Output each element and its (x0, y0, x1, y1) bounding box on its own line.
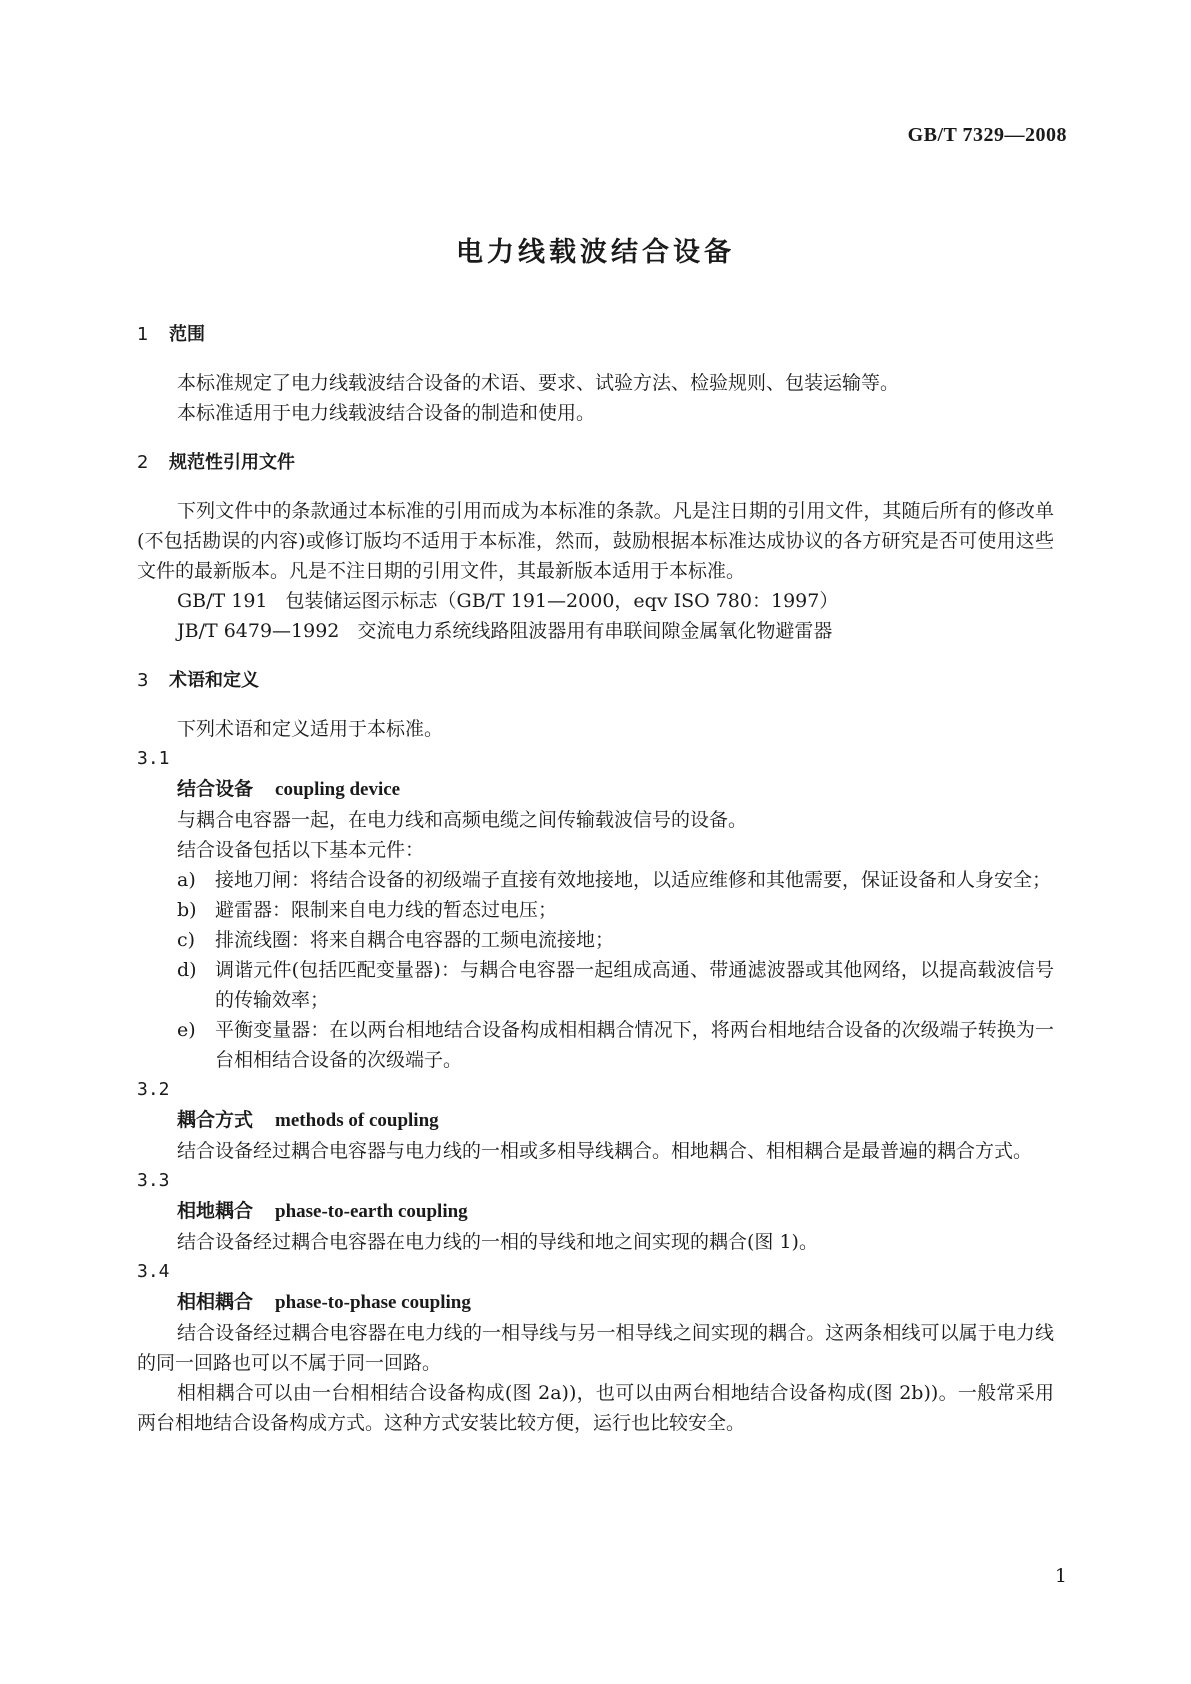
list-label: b) (177, 899, 197, 921)
list-text: 平衡变量器：在以两台相地结合设备构成相相耦合情况下，将两台相地结合设备的次级端子转换为一台相相结合设备的次级端子。 (215, 1019, 1054, 1071)
term-number: 3.2 (137, 1079, 170, 1100)
section-2-heading (137, 448, 1054, 478)
term-definition: 相相耦合可以由一台相相结合设备构成(图 2a))，也可以由两台相地结合设备构成(图 2b))。一般常采用两台相地结合设备构成方式。这种方式安装比较方便，运行也比较安全。 (137, 1382, 1054, 1434)
section-title: 规范性引用文件 (169, 452, 295, 473)
term-number: 3.4 (137, 1261, 170, 1282)
section-1-heading (137, 320, 1054, 350)
section-number: 1 (137, 324, 149, 345)
list-item (137, 925, 1054, 955)
term-number: 3.1 (137, 748, 170, 769)
reference-title: 交流电力系统线路阻波器用有串联间隙金属氧化物避雷器 (357, 620, 833, 642)
term-number: 3.3 (137, 1170, 170, 1191)
list-text: 调谐元件(包括匹配变量器)：与耦合电容器一起组成高通、带通滤波器或其他网络，以提高载波信号的传输效率； (215, 959, 1054, 1011)
section-3-heading (137, 666, 1054, 696)
term-definition: 结合设备经过耦合电容器在电力线的一相的导线和地之间实现的耦合(图 1)。 (177, 1231, 818, 1253)
list-item (137, 1015, 1054, 1075)
term-heading (137, 1105, 1054, 1136)
list-label: c) (177, 929, 196, 951)
term-definition: 与耦合电容器一起，在电力线和高频电缆之间传输载波信号的设备。 (177, 809, 748, 831)
list-text: 接地刀闸：将结合设备的初级端子直接有效地接地，以适应维修和其他需要，保证设备和人身安全； (215, 869, 1052, 891)
paragraph: 下列文件中的条款通过本标准的引用而成为本标准的条款。凡是注日期的引用文件，其随后所有的修改单(不包括勘误的内容)或修订版均不适用于本标准，然而，鼓励根据本标准达成协议的各方研究是否可使用这些文件的最新版本。凡是不注日期的引用文件，其最新版本适用于本标准。 (137, 500, 1054, 582)
list-label: e) (177, 1019, 196, 1041)
list-item (137, 895, 1054, 925)
list-label: d) (177, 959, 197, 981)
list-text: 避雷器：限制来自电力线的暂态过电压； (215, 899, 558, 921)
reference-title: 包装储运图示标志（GB/T 191—2000，eqv ISO 780：1997） (285, 590, 839, 612)
paragraph: 本标准规定了电力线载波结合设备的术语、要求、试验方法、检验规则、包装运输等。 (177, 372, 900, 394)
term-english: phase-to-earth coupling (275, 1201, 468, 1222)
term-chinese: 相相耦合 (177, 1291, 254, 1313)
list-item (137, 955, 1054, 1015)
list-item (137, 865, 1054, 895)
section-title: 范围 (169, 324, 205, 345)
term-definition: 结合设备经过耦合电容器在电力线的一相导线与另一相导线之间实现的耦合。这两条相线可以属于电力线的同一回路也可以不属于同一回路。 (137, 1322, 1054, 1374)
term-heading (137, 1196, 1054, 1227)
list-text: 排流线圈：将来自耦合电容器的工频电流接地； (215, 929, 615, 951)
reference-item (137, 616, 1054, 646)
paragraph: 本标准适用于电力线载波结合设备的制造和使用。 (177, 402, 596, 424)
term-english: methods of coupling (275, 1110, 439, 1131)
document-code: GB/T 7329—2008 (907, 124, 1067, 146)
list-label: a) (177, 869, 196, 891)
reference-code: GB/T 191 (177, 590, 268, 612)
section-number: 3 (137, 670, 149, 691)
term-definition: 结合设备经过耦合电容器与电力线的一相或多相导线耦合。相地耦合、相相耦合是最普遍的耦合方式。 (177, 1140, 1033, 1162)
term-definition: 结合设备包括以下基本元件： (177, 839, 425, 861)
paragraph: 下列术语和定义适用于本标准。 (177, 718, 444, 740)
term-english: phase-to-phase coupling (275, 1292, 471, 1313)
page-title: 电力线载波结合设备 (456, 237, 735, 268)
term-heading (137, 774, 1054, 805)
reference-item (137, 586, 1054, 616)
term-heading (137, 1287, 1054, 1318)
term-chinese: 结合设备 (177, 778, 254, 800)
section-number: 2 (137, 452, 149, 473)
section-title: 术语和定义 (169, 670, 259, 691)
term-chinese: 耦合方式 (177, 1109, 254, 1131)
document-body (137, 320, 1054, 1438)
reference-code: JB/T 6479—1992 (177, 620, 340, 642)
term-chinese: 相地耦合 (177, 1200, 254, 1222)
term-english: coupling device (275, 779, 401, 800)
page-number: 1 (1054, 1565, 1067, 1587)
